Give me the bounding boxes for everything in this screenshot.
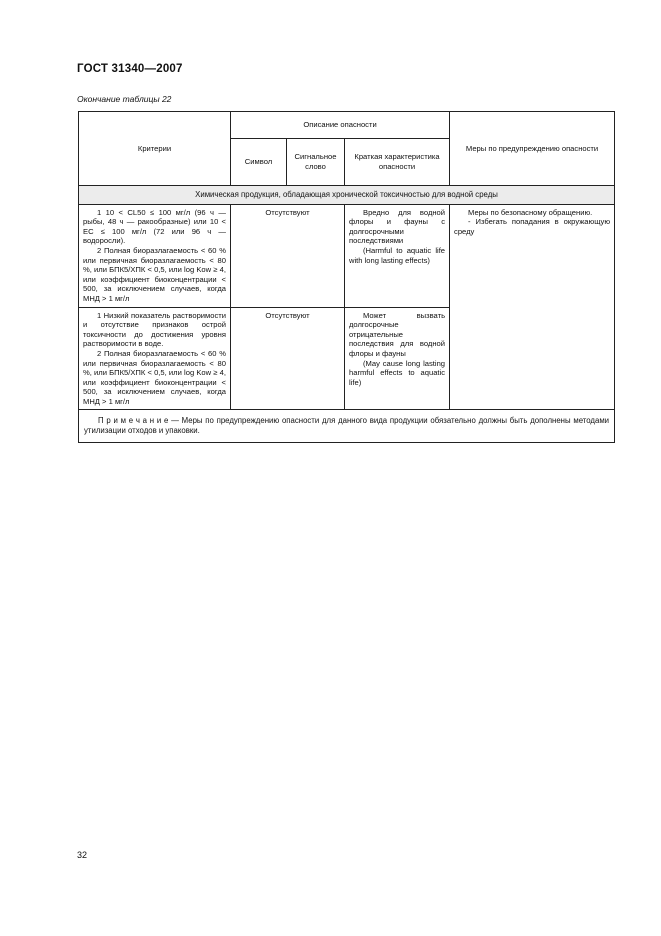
precautionary-cell [450,204,615,410]
section-title: Химическая продукция, обладающая хронической токсичностью для водной среды [79,186,615,205]
document-title: ГОСТ 31340—2007 [77,63,183,75]
note-cell [79,410,615,443]
hazard-statement-cell [345,204,450,307]
hazard-statement-ru: Вредно для водной флоры и фауны с долгосрочными последствиями [349,207,446,246]
precautionary-item: - Избегать попадания в окружающую среду [454,217,611,236]
header-criteria: Критерии [79,112,231,186]
precautionary-item: Меры по безопасному обращению. [468,207,593,217]
table-row [79,204,615,307]
criteria-cell [79,307,231,410]
hazard-statement-ru: Может вызвать долгосрочные отрицательные последствия для водной флоры и фауны [349,310,446,358]
hazard-statement-cell [345,307,450,410]
header-row-1 [79,112,615,139]
note-text: П р и м е ч а н и е — Меры по предупреждению опасности для данного вида продукции обязательно должны быть дополнены методами утилизации отходов и упаковки. [84,416,610,436]
header-hazard-description: Описание опасности [231,112,450,139]
criteria-item: 2 Полная биоразлагаемость < 60 % или первичная биоразлагаемость < 80 %, или БПК5/ХПК < 0,5, или log Kow ≥ 4, или коэффициент биоконцентрации < 500, за исключением случаев, когда МНД > 1 мг/л [83,245,226,303]
criteria-item: 2 Полная биоразлагаемость < 60 % или первичная биоразлагаемость < 80 %, или БПК5/ХПК < 0,5, или log Kow ≥ 4, или коэффициент биоконцентрации < 500, за исключением случаев, когда МНД > 1 мг/л [83,348,226,406]
note-row [79,410,615,443]
header-symbol: Символ [231,139,287,186]
hazard-statement-en: (Harmful to aquatic life with long lasting effects) [349,245,446,265]
criteria-cell [79,204,231,307]
symbol-cell: Отсутствуют [231,307,345,410]
header-signal-word: Сигнальное слово [287,139,345,186]
symbol-cell: Отсутствуют [231,204,345,307]
header-hazard-statement: Краткая характеристика опасности [345,139,450,186]
criteria-item: 1 Низкий показатель растворимости и отсутствие признаков острой токсичности до достижения уровня растворимости в воде. [83,310,226,349]
criteria-item: 1 10 < CL50 ≤ 100 мг/л (96 ч — рыбы, 48 ч — ракообразные) или 10 < EC ≤ 100 мг/л (72 или 96 ч — водоросли). [83,207,226,246]
section-row [79,186,615,205]
hazard-table [78,111,615,443]
page-number: 32 [77,850,88,860]
table-caption: Окончание таблицы 22 [77,94,172,104]
hazard-statement-en: (May cause long lasting harmful effects to aquatic life) [349,358,446,387]
header-precautionary: Меры по предупреждению опасности [450,112,615,186]
